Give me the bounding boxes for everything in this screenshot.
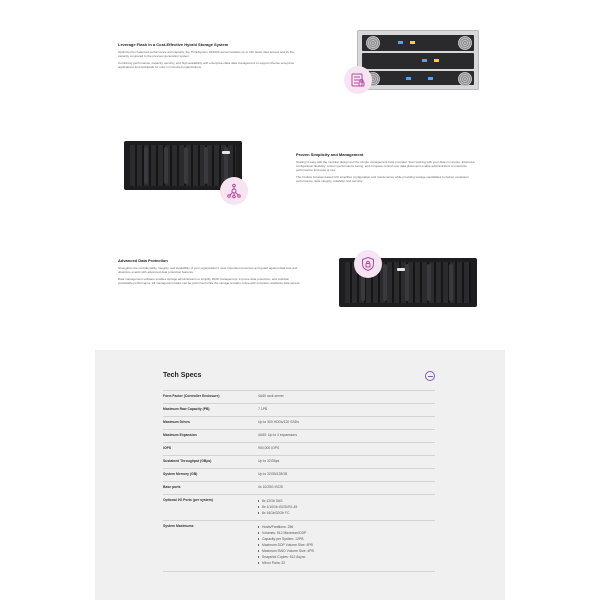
feature-block-1 bbox=[118, 42, 303, 69]
spec-label: Form Factor (Controller Enclosure) bbox=[163, 394, 220, 398]
table-row bbox=[163, 468, 435, 481]
list-item: 8x 12Gb SAS bbox=[258, 498, 435, 504]
spec-label: Maximum Drives bbox=[163, 420, 190, 424]
spec-value: 4U60 rack server bbox=[258, 394, 284, 398]
shield-lock-icon bbox=[354, 250, 382, 278]
collapse-button[interactable] bbox=[425, 371, 435, 381]
feature-paragraph: Data management software enables storage administrators to simplify RAID management, improve data protection, and maintain predictable performance. All management tasks can be performed while the storage remains online with complete read/write data access. bbox=[118, 277, 301, 285]
feature-block-2 bbox=[296, 152, 481, 183]
spec-value: 4U60: Up to 4 expansions bbox=[258, 433, 298, 437]
list-item: 8x 16Gb/32Gb FC bbox=[258, 510, 435, 516]
feature-title: Leverage Flash in a Cost-Effective Hybrid Storage System bbox=[118, 42, 229, 47]
spec-label: Maximum Expansion bbox=[163, 433, 197, 437]
table-row bbox=[163, 481, 435, 494]
table-row bbox=[163, 520, 435, 572]
spec-label: Maximum Raw Capacity (PB) bbox=[163, 407, 210, 411]
list-item: Maximum RAID Volume Size: 4PB bbox=[258, 548, 435, 554]
list-item: Maximum DDP Volume Size: 4PB bbox=[258, 542, 435, 548]
spec-label: Base ports bbox=[163, 485, 181, 489]
table-row bbox=[163, 442, 435, 455]
spec-label: Optional I/O Ports (per system) bbox=[163, 498, 213, 502]
table-row bbox=[163, 416, 435, 429]
storage-rear-image bbox=[357, 30, 479, 90]
feature-paragraph: Strengthen the confidentiality, integrity, and availability of your organization's most important resources and guard against data loss and downtime events with advanced data protection features. bbox=[118, 266, 298, 274]
table-row bbox=[163, 494, 435, 520]
list-item: Snapshot Copies: 512 Async bbox=[258, 554, 435, 560]
spec-value: Up to 32GB/128GB bbox=[258, 472, 288, 476]
feature-title: Proven Simplicity and Management bbox=[296, 152, 364, 157]
spec-value bbox=[258, 495, 435, 520]
spec-label: System Memory (GB) bbox=[163, 472, 198, 476]
spec-value: 4x 10/25G iSCSI bbox=[258, 485, 284, 489]
spec-value: Up to 32GBps bbox=[258, 459, 280, 463]
table-row bbox=[163, 429, 435, 442]
feature-block-3 bbox=[118, 258, 303, 285]
spec-label: System Maximums bbox=[163, 524, 194, 528]
spec-label: IOPS bbox=[163, 446, 172, 450]
list-item: Mirror Pairs: 32 bbox=[258, 560, 435, 566]
feature-paragraph: The intuitive browser-based GUI simplifies configuration and maintenance while providing storage capabilities to deliver consistent performance, data integrity, reliability, and security. bbox=[296, 175, 469, 183]
database-lock-icon bbox=[344, 66, 372, 94]
feature-paragraph: Scaling is easy with the modular design and the simple management tools provided. Start working with your data in minutes. Extensive configuration flexibility, custom performance tuning, and complete control over data placement enable administrators to maximize performance and ease of use. bbox=[296, 160, 475, 172]
list-item: 8x 1/10Gb iSCSI/RJ-45 bbox=[258, 504, 435, 510]
spec-label: Sustained Throughput (GBps) bbox=[163, 459, 212, 463]
spec-value bbox=[258, 521, 435, 571]
spec-value: 900,000 IOPS bbox=[258, 446, 280, 450]
list-item: Volumes: 512 Maximum/DDP bbox=[258, 530, 435, 536]
list-item: Hosts/Partitions: 256 bbox=[258, 524, 435, 530]
tech-specs-title: Tech Specs bbox=[163, 372, 202, 379]
spec-list bbox=[258, 524, 435, 566]
minus-icon bbox=[428, 376, 433, 377]
spec-list bbox=[258, 498, 435, 516]
table-row bbox=[163, 390, 435, 403]
feature-title: Advanced Data Protection bbox=[118, 258, 168, 263]
spec-value: Up to 300 HDDs/120 SSDs bbox=[258, 420, 299, 424]
table-row bbox=[163, 455, 435, 468]
feature-paragraph: Optimized for balanced performance and capacity, the ThinkSystem DF4000 accommodates up to 220 faster data access and 2x the capacity compared to the previous generation system. bbox=[118, 50, 294, 58]
network-hierarchy-icon bbox=[220, 177, 248, 205]
table-row bbox=[163, 403, 435, 416]
spec-value: 7.1PB bbox=[258, 407, 268, 411]
tech-specs-table bbox=[163, 390, 435, 572]
feature-paragraph: Combining performance, capacity, security, and high availability with enterprise-class data management to support diverse enterprise applications and workloads for units in mid-sized organizations. bbox=[118, 61, 295, 69]
list-item: Capacity per System: 12PB bbox=[258, 536, 435, 542]
